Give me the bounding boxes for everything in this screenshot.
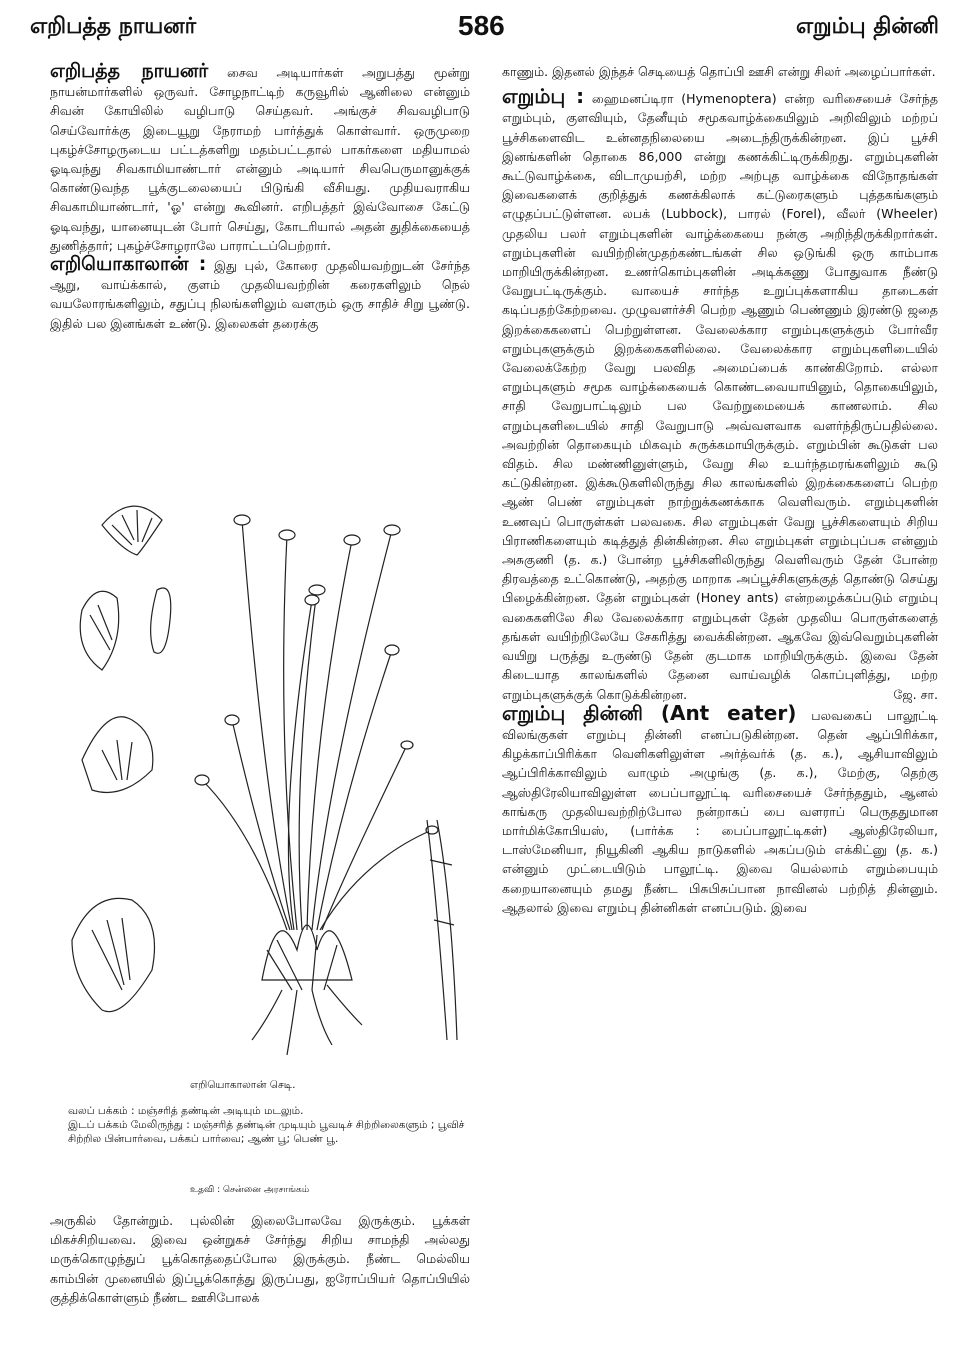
plant-leaves-tuft	[262, 925, 352, 990]
figure-caption: எறியொகாலான் செடி.	[190, 1079, 296, 1091]
flower-heads	[195, 515, 438, 834]
running-head-left: எறிபத்த நாயனர்	[30, 14, 197, 39]
plant-illustration	[62, 480, 472, 1080]
figure-legend	[68, 1104, 468, 1146]
entry-text: பலவகைப் பாலூட்டி விலங்குகள் எறும்பு தின்னி எனப்படுகின்றன. தென் ஆப்பிரிக்கா, கிழக்காப்பிரிக்கா வெளிகளிலுள்ள அர்த்வர்க் (த. க.), ஆசியாவிலும் ஆப்பிரிக்காவிலும் வாழும் அழுங்கு (த. க.), மேற்கு, தெற்கு ஆஸ்திரேலியாவிலுள்ள பைப்பாலூட்டி வரிசையைச் சேர்ந்ததும், ஆனல் காங்கரு முதலியவற்றிற்போல நன்றாகப் பை வளராப் பெருததுமான மார்மிக்கோபியஸ், (பார்க்க : பைப்பாலூட்டிகள்) ஆஸ்திரேலியா, டாஸ்மேனியா, நியூகினி ஆகிய நாடுகளில் அகப்படும் எக்கிட்னு (த. க.) என்னும் முட்டையிடும் பாலூட்டி. இவை யெல்லாம் எறும்பையும் கறையானையும் தமது நீண்ட பிசுபிசுப்பான நாவினல் பற்றித் தின்னும். ஆதலால் இவை எறும்பு தின்னிகள் எனப்படும். இவை	[502, 707, 938, 915]
flower-head-detail-1	[102, 506, 162, 555]
entry-eriyokalan	[50, 255, 470, 333]
left-column-continuation	[50, 1211, 470, 1307]
entry-text: ஹைமனப்டிரா (Hymenoptera) என்ற வரிசையைச் சேர்ந்த எறும்பும், குளவியும், தேனீயும் சமூகவாழ்க்கையிலும் அறிவிலும் மற்றப் பூச்சிகளைவிட உன்னதநிலையை அடைந்திருக்கின்றன. இப் பூச்சி இனங்களின் தொகை 86,000 என்று கணக்கிட்டிருக்கிறது. எறும்புகளின் கூட்டுவாழ்க்கை, விடாமுயற்சி, மற்ற அற்புத வாழ்க்கை விநோதங்கள் இவைகளைக் குறித்துக் கணக்கிலாக் கட்டுரைகளும் புத்தகங்களும் எழுதப்பட்டுள்ளன. லபக் (Lubbock), பாரல் (Forel), வீலர் (Wheeler) முதலிய பலர் எறும்புகளின் வாழ்க்கையை நன்கு அறிந்திருக்கிறார்கள். எறும்புகளின் வயிற்றின்முதற்கண்டங்கள் சில ஒடுங்கி ஒரு காம்பாக மாறியிருக்கின்றன. உணர்கொம்புகளின் அடிக்கணு போதுவாக நீண்டு வேறுபட்டிருக்கும். வாயைச் சார்ந்த உறுப்புக்களாகிய தாடைகள் கடிப்பதற்கேற்றவை. முழுவளர்ச்சி பெற்ற ஆணும் பெண்ணும் இரண்டு ஜதை இறக்கைகளைப் பெற்றுள்ளன. வேலைக்கார எறும்புகளுக்கும் போர்வீர எறும்புகளுக்கும் இறக்கைகளில்லை. வேலைக்கார எறும்புகளிடையில் வேலைக்கேற்ற வேறு பலவித அமைப்பைக் காண்கிறோம். எல்லா எறும்புகளும் சமூக வாழ்க்கையைக் கொண்டவையாயினும், தொகையிலும், சாதி வேறுபாட்டிலும் பல வேற்றுமையைக் காணலாம். சில எறும்புகளிடையில் சாதி வேறுபாடு அவ்வளவாக வளர்ந்திருப்பதில்லை. அவற்றின் தொகையும் மிகவும் சுருக்கமாயிருக்கும். எறும்பின் கூடுகள் பல விதம். சில மண்ணினுள்ளும், வேறு சில உயர்ந்தமரங்களிலும் கூடு கட்டுகின்றன. இக்கூடுகளிலிருந்து சில காலங்களில் இறக்கைகளைப் பெற்ற ஆண் பெண் எறும்புகள் நாற்றுக்கணக்காக வெளிவரும். எறும்புகளின் உணவுப் பொருள்கள் பலவகை. சில எறும்புகள் வேறு பூச்சிகளையும் சிறிய பிராணிகளையும் கடித்துத் தின்கின்றன. சில எறும்புகள் எறும்புப்பசு என்னும் அசுகுணி (த. க.) போன்ற பூச்சிகளிலிருந்து வெளிவரும் தேன் போன்ற திரவத்தை உட்கொண்டு, அதற்கு மாறாக அப்பூச்சிகளுக்குத் தொண்டு செய்து பிழைக்கின்றன. தேன் எறும்புகள் (Honey ants) என்றழைக்கப்படும் எறும்பு வகைகளிலே சில வேலைக்கார எறும்புகள் தேன் முதலிய பொருள்களைத் தங்கள் வயிற்றிலேயே சேகரித்து வைக்கின்றன. ஆகவே இவ்வெறும்புகளின் வயிறு பருத்து உருண்டு தேன் குடமாக மாறியிருக்கும். இவை தேன் கிடையாத காலங்களில் தேனை வாய்வழிக் கொப்புளித்து, மற்ற எறும்புகளுக்குக் கொடுக்கின்றன.	[502, 91, 938, 702]
entry-continuation-top: காணும். இதனல் இந்தச் செடியைத் தொப்பி ஊசி என்று சிலர் அழைப்பார்கள்.	[502, 64, 936, 79]
plant-roots	[252, 985, 362, 1055]
entry-text: சைவ அடியார்கள் அறுபத்து மூன்று நாயன்மார்களில் ஒருவர். சோழநாட்டிற் கருவூரில் ஆனிலை என்னும் சிவன் கோயிலில் வழிபாடு செய்தவர். அங்குச் சிவவழிபாடு செய்வோர்க்கு இடையூறு நேராமற் பார்த்துக் கொள்வார். ஒருமுறை புகழ்ச்சோழருடைய பட்டத்களிறு மதம்பட்டதால் பாகர்களை மதியாமல் ஓடிவந்து சிவகாமியாண்டார் என்னும் அடியார் சிவபெருமானுக்குக் கொண்டுவந்த பூக்குடலையைப் பிடுங்கி வீசியது. முதியவராகிய சிவகாமியாண்டார், 'ஓ' என்று கூவினர். எறிபத்தர் இவ்வோசை கேட்டு ஓடிவந்து, யானையுடன் போர் செய்து, கோடரியால் அதன் துதிக்கையைத் துணித்தார்; புகழ்ச்சோழராலே பாராட்டப்பெற்றார்.	[50, 65, 470, 253]
running-head-right: எறும்பு தின்னி	[796, 14, 939, 39]
flower-detail-female	[72, 898, 155, 1011]
page-number: 586	[458, 10, 505, 41]
flower-detail-male	[82, 717, 153, 793]
entry-erumbu	[502, 84, 938, 704]
legend-left-side: இடப் பக்கம் மேலிருந்து : மஞ்சரித் தண்டின் முடியும் பூவடிச் சிற்றிலைகளும் ; பூவிச் சிற்றில பின்பார்வை, பக்கப் பார்வை; ஆண் பூ; பெண் பூ.	[68, 1119, 465, 1145]
bract-detail-1	[80, 591, 118, 670]
headword: எறியொகாலான் :	[50, 253, 207, 276]
entry-continuation-text: அருகில் தோன்றும். புல்லின் இலைபோலவே இருக்கும். பூக்கள் மிகச்சிறியவை. இவை ஒன்றுகச் சேர்ந்து சிறிய சாமந்தி அல்லது மருக்கொழுந்துப் பூக்கொத்தைப்போல இருக்கும். நீண்ட மெல்லிய காம்பின் முனையில் இப்பூக்கொத்து இருப்பது, ஐரோப்பியர் தொப்பியில் குத்திக்கொள்ளும் நீண்ட ஊசிபோலக்	[50, 1213, 470, 1305]
author-signature: ஜே. சா.	[893, 686, 938, 702]
legend-right-side: வலப் பக்கம் : மஞ்சரித் தண்டின் அடியும் மடலும்.	[68, 1105, 304, 1117]
right-column	[502, 62, 938, 917]
left-column	[50, 62, 470, 333]
headword: எறும்பு தின்னி (Ant eater)	[502, 700, 797, 725]
bract-detail-2	[151, 588, 171, 653]
entry-erumbu-thinni	[502, 700, 938, 917]
headword: எறும்பு :	[502, 84, 585, 109]
stalk-base-detail	[427, 820, 457, 1040]
figure-credit: உதவி : சென்னை அரசாங்கம்	[190, 1185, 310, 1195]
entry-text: இது புல், கோரை முதலியவற்றுடன் சேர்ந்த ஆறு, வாய்க்கால், குளம் முதலியவற்றின் கரைகளிலும் நெல் வயலோரங்களிலும், சதுப்பு நிலங்களிலும் வளரும் ஒரு சாதிச் சிறு பூண்டு. இதில் பல இனங்கள் உண்டு. இலைகள் தரைக்கு	[50, 258, 471, 331]
headword: எறிபத்த நாயனர்	[50, 60, 209, 82]
plant-stalks	[202, 520, 432, 930]
entry-eripatha	[50, 62, 470, 255]
